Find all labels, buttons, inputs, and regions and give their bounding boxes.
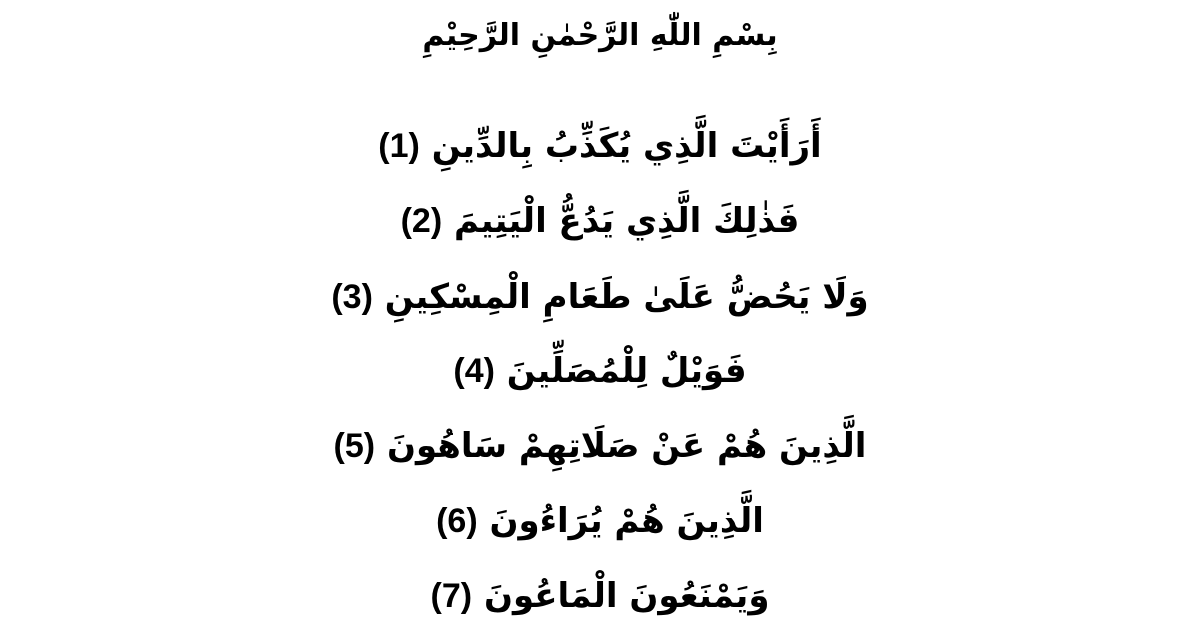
verse-4 <box>0 347 1200 395</box>
verse-3 <box>0 273 1200 321</box>
verse-5 <box>0 422 1200 470</box>
verse-number: (7) <box>430 577 473 615</box>
verse-text: الَّذِينَ هُمْ عَنْ صَلَاتِهِمْ سَاهُونَ <box>386 426 867 466</box>
verse-number: (4) <box>453 352 495 390</box>
verse-1 <box>0 122 1200 170</box>
verse-number: (5) <box>333 427 376 465</box>
verse-2 <box>0 197 1200 245</box>
verse-number: (6) <box>436 502 478 540</box>
verse-text: وَلَا يَحُضُّ عَلَىٰ طَعَامِ الْمِسْكِينِ <box>384 277 869 317</box>
basmala-heading: بِسْمِ اللّٰهِ الرَّحْمٰنِ الرَّحِيْمِ <box>422 18 778 53</box>
verse-number: (2) <box>400 202 443 240</box>
verse-number: (1) <box>378 127 420 165</box>
verse-7 <box>0 572 1200 620</box>
verse-6 <box>0 497 1200 545</box>
verse-text: فَذٰلِكَ الَّذِي يَدُعُّ الْيَتِيمَ <box>454 201 800 241</box>
verse-text: وَيَمْنَعُونَ الْمَاعُونَ <box>483 576 770 616</box>
verse-text: فَوَيْلٌ لِلْمُصَلِّينَ <box>506 351 747 391</box>
verse-number: (3) <box>331 278 373 316</box>
verse-text: الَّذِينَ هُمْ يُرَاءُونَ <box>489 501 764 541</box>
verse-text: أَرَأَيْتَ الَّذِي يُكَذِّبُ بِالدِّينِ <box>431 126 822 166</box>
